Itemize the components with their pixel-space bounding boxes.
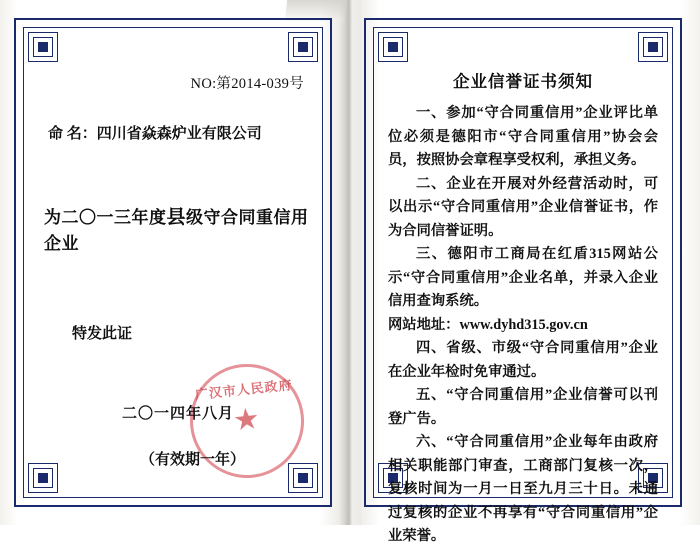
notice-paragraph: 一、参加“守合同重信用”企业评比单位必须是德阳市“守合同重信用”协会会员，按照协会章程享受权利，承担义务。	[388, 105, 658, 168]
award-title-prefix: 为二〇一三年度	[44, 208, 167, 227]
validity-note: （有效期一年）	[140, 452, 246, 468]
issue-date: 二〇一四年八月	[122, 406, 235, 422]
notice-paragraph: 二、企业在开展对外经营活动时，可以出示“守合同重信用”企业信誉证书，作为合同信誉证明。	[388, 175, 658, 239]
notice-paragraph: 六、“守合同重信用”企业每年由政府相关职能部门审查，工商部门复核一次，复核时间为一月一日至九月三十日。未通过复核的企业不再享有“守合同重信用”企业荣誉。	[388, 434, 658, 544]
notice-paragraph: 五、“守合同重信用”企业信誉可以刊登广告。	[388, 387, 658, 427]
left-page-content	[30, 34, 316, 491]
issue-statement: 特发此证	[72, 326, 133, 342]
seal-star-icon: ★	[233, 403, 261, 436]
certificate-number: NO:第2014-039号	[190, 76, 304, 92]
notice-title: 企业信誉证书须知	[453, 72, 593, 91]
right-page	[364, 18, 682, 544]
notice-paragraph: 三、德阳市工商局在红盾315网站公示“守合同重信用”企业名单，并录入企业信用查询系统。	[388, 246, 658, 309]
award-title-suffix: 级守合同重信用企业	[44, 208, 309, 253]
award-title-line	[44, 202, 316, 254]
award-level: 县	[166, 207, 187, 228]
seal-top-text: 广汉市人民政府	[194, 377, 294, 403]
notice-body	[388, 102, 658, 549]
center-fold-shadow	[339, 0, 361, 525]
notice-website: 网站地址：www.dyhd315.gov.cn	[388, 316, 588, 333]
left-page	[14, 18, 332, 507]
company-name-line: 命 名：四川省焱森炉业有限公司	[48, 126, 262, 142]
right-page-content	[380, 34, 666, 544]
notice-paragraph: 四、省级、市级“守合同重信用”企业在企业年检时免审通过。	[388, 340, 658, 380]
